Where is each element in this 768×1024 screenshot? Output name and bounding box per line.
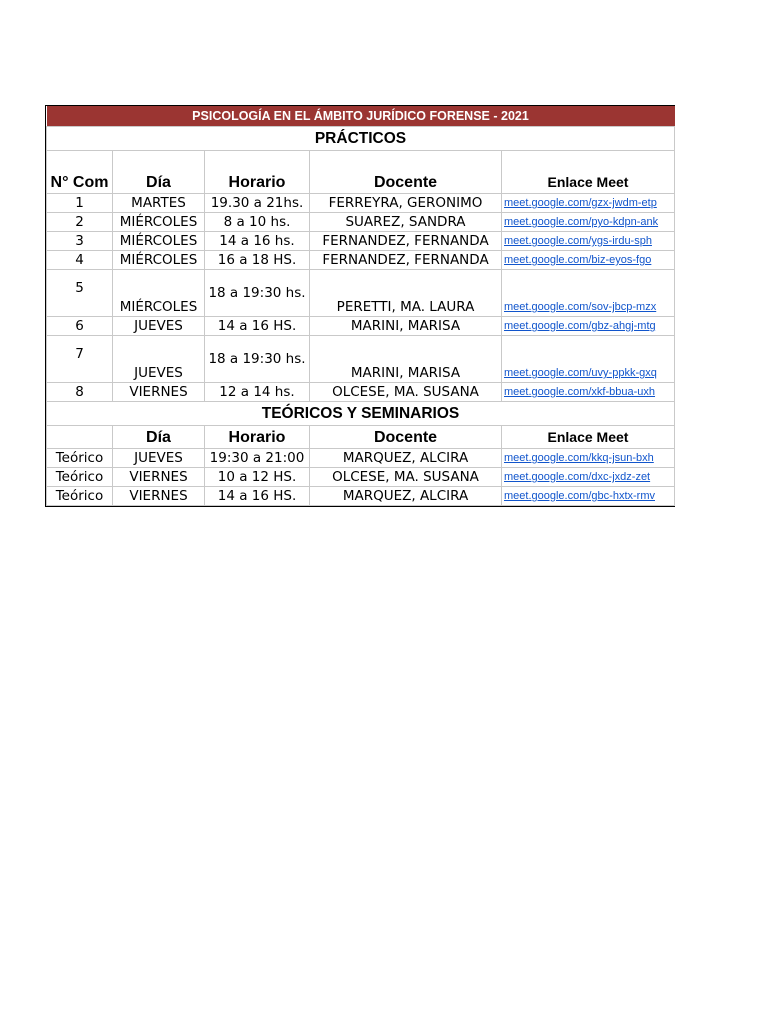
header-horario: Horario	[205, 151, 310, 194]
horario-cell: 16 a 18 HS.	[205, 251, 310, 270]
table-row	[47, 317, 675, 336]
dia-cell: MIÉRCOLES	[113, 270, 205, 317]
meet-cell	[502, 251, 675, 270]
com-number: 3	[47, 232, 113, 251]
docente-cell: MARQUEZ, ALCIRA	[310, 449, 502, 468]
table-row	[47, 336, 675, 383]
tipo-cell: Teórico	[47, 468, 113, 487]
dia-cell: VIERNES	[113, 383, 205, 402]
teoricos-title: TEÓRICOS Y SEMINARIOS	[47, 402, 675, 426]
com-number: 1	[47, 194, 113, 213]
horario-cell: 18 a 19:30 hs.	[205, 336, 310, 383]
meet-link[interactable]: meet.google.com/sov-jbcp-mzx	[504, 301, 657, 313]
dia-cell: MARTES	[113, 194, 205, 213]
horario-cell: 10 a 12 HS.	[205, 468, 310, 487]
table-row	[47, 383, 675, 402]
dia-cell: JUEVES	[113, 449, 205, 468]
com-number: 7	[47, 336, 113, 383]
docente-cell: FERNANDEZ, FERNANDA	[310, 232, 502, 251]
schedule-sheet	[45, 105, 675, 507]
dia-cell: JUEVES	[113, 336, 205, 383]
banner-title: PSICOLOGÍA EN EL ÁMBITO JURÍDICO FORENSE - 2021	[47, 106, 675, 127]
table-row	[47, 270, 675, 317]
teoricos-title-row	[47, 402, 675, 426]
horario-cell: 19.30 a 21hs.	[205, 194, 310, 213]
table-row	[47, 449, 675, 468]
dia-cell: VIERNES	[113, 487, 205, 506]
meet-cell	[502, 449, 675, 468]
table-row	[47, 194, 675, 213]
meet-link[interactable]: meet.google.com/uvy-ppkk-gxq	[504, 367, 657, 379]
meet-link[interactable]: meet.google.com/gbc-hxtx-rmv	[504, 490, 655, 502]
header-dia: Día	[113, 426, 205, 449]
meet-link[interactable]: meet.google.com/biz-eyos-fgo	[504, 254, 652, 266]
docente-cell: PERETTI, MA. LAURA	[310, 270, 502, 317]
header-enlace-meet: Enlace Meet	[502, 426, 675, 449]
table-row	[47, 213, 675, 232]
docente-cell: MARINI, MARISA	[310, 336, 502, 383]
horario-cell: 14 a 16 HS.	[205, 317, 310, 336]
meet-cell	[502, 270, 675, 317]
horario-cell: 18 a 19:30 hs.	[205, 270, 310, 317]
dia-cell: MIÉRCOLES	[113, 213, 205, 232]
horario-cell: 19:30 a 21:00	[205, 449, 310, 468]
docente-cell: OLCESE, MA. SUSANA	[310, 468, 502, 487]
table-row	[47, 232, 675, 251]
meet-cell	[502, 232, 675, 251]
docente-cell: MARINI, MARISA	[310, 317, 502, 336]
practicos-header-row	[47, 151, 675, 194]
schedule-table	[46, 106, 675, 506]
table-row	[47, 468, 675, 487]
horario-cell: 14 a 16 hs.	[205, 232, 310, 251]
meet-link[interactable]: meet.google.com/dxc-jxdz-zet	[504, 471, 651, 483]
table-row	[47, 487, 675, 506]
horario-cell: 12 a 14 hs.	[205, 383, 310, 402]
meet-cell	[502, 487, 675, 506]
com-number: 8	[47, 383, 113, 402]
dia-cell: JUEVES	[113, 317, 205, 336]
meet-cell	[502, 317, 675, 336]
horario-cell: 14 a 16 HS.	[205, 487, 310, 506]
header-dia: Día	[113, 151, 205, 194]
meet-link[interactable]: meet.google.com/xkf-bbua-uxh	[504, 386, 656, 398]
meet-link[interactable]: meet.google.com/pyo-kdpn-ank	[504, 216, 659, 228]
header-docente: Docente	[310, 151, 502, 194]
meet-cell	[502, 468, 675, 487]
docente-cell: FERREYRA, GERONIMO	[310, 194, 502, 213]
teoricos-header-row	[47, 426, 675, 449]
dia-cell: VIERNES	[113, 468, 205, 487]
com-number: 6	[47, 317, 113, 336]
header-docente: Docente	[310, 426, 502, 449]
meet-link[interactable]: meet.google.com/gzx-jwdm-etp	[504, 197, 657, 209]
header-tipo	[47, 426, 113, 449]
table-row	[47, 251, 675, 270]
meet-link[interactable]: meet.google.com/gbz-ahgj-mtg	[504, 320, 656, 332]
meet-cell	[502, 194, 675, 213]
header-enlace-meet: Enlace Meet	[502, 151, 675, 194]
com-number: 5	[47, 270, 113, 317]
meet-link[interactable]: meet.google.com/ygs-irdu-sph	[504, 235, 652, 247]
practicos-title: PRÁCTICOS	[47, 127, 675, 151]
dia-cell: MIÉRCOLES	[113, 232, 205, 251]
dia-cell: MIÉRCOLES	[113, 251, 205, 270]
docente-cell: FERNANDEZ, FERNANDA	[310, 251, 502, 270]
meet-cell	[502, 383, 675, 402]
docente-cell: MARQUEZ, ALCIRA	[310, 487, 502, 506]
header-ncom: N° Com	[47, 151, 113, 194]
practicos-title-row	[47, 127, 675, 151]
meet-link[interactable]: meet.google.com/kkq-jsun-bxh	[504, 452, 654, 464]
header-horario: Horario	[205, 426, 310, 449]
com-number: 2	[47, 213, 113, 232]
docente-cell: OLCESE, MA. SUSANA	[310, 383, 502, 402]
meet-cell	[502, 336, 675, 383]
meet-cell	[502, 213, 675, 232]
docente-cell: SUAREZ, SANDRA	[310, 213, 502, 232]
tipo-cell: Teórico	[47, 449, 113, 468]
banner-row	[47, 106, 675, 127]
com-number: 4	[47, 251, 113, 270]
tipo-cell: Teórico	[47, 487, 113, 506]
horario-cell: 8 a 10 hs.	[205, 213, 310, 232]
